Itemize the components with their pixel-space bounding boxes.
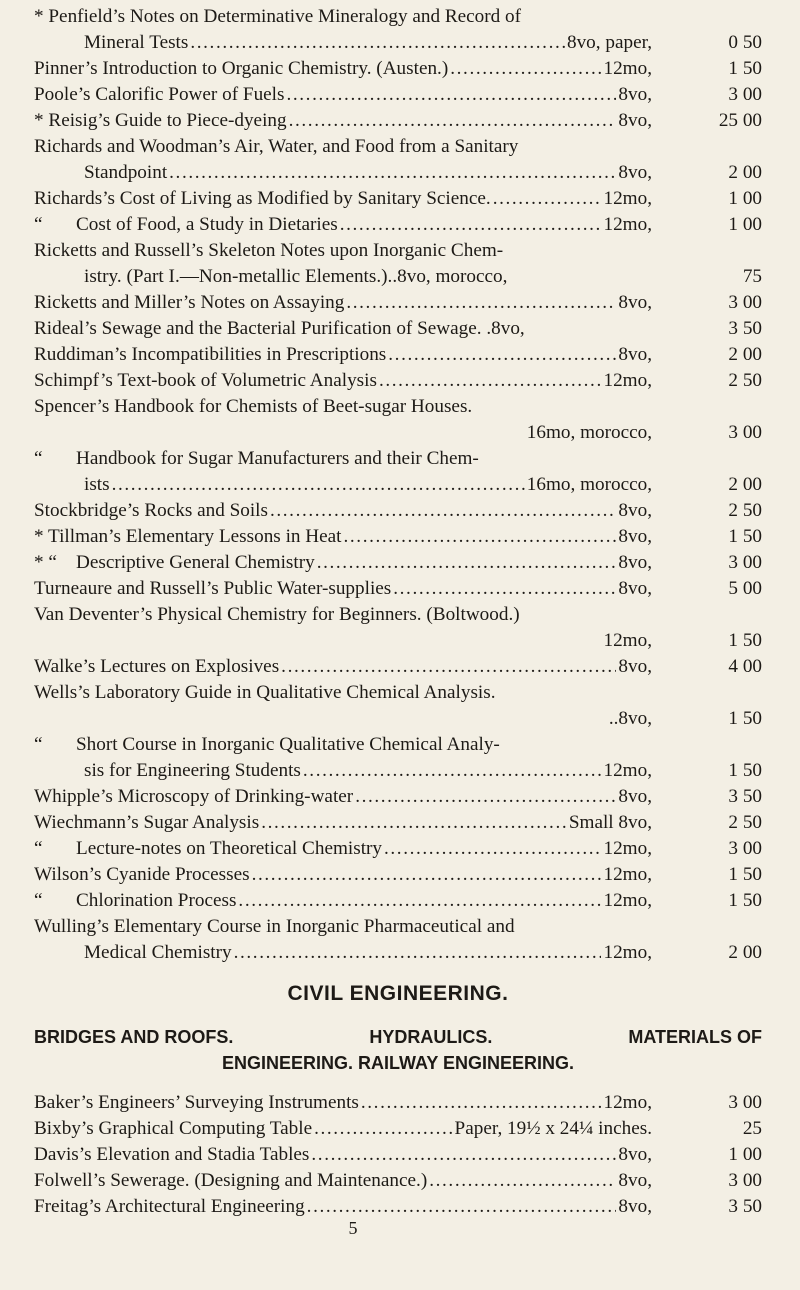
entry-title-text: Schimpf’s Text-book of Volumetric Analysis xyxy=(34,370,377,391)
entry-title-text: Van Deventer’s Physical Chemistry for Beginners. (Boltwood.) xyxy=(34,604,520,625)
entry-price: 4 00 xyxy=(728,656,762,677)
page-number: 5 xyxy=(348,1218,358,1238)
entry-format: 12mo, xyxy=(603,188,652,209)
catalog-entry xyxy=(34,654,762,680)
entry-format: 8vo, xyxy=(618,1144,652,1165)
entry-format: 8vo, xyxy=(618,1170,652,1191)
entry-line xyxy=(34,30,762,56)
entry-format: 12mo, xyxy=(603,838,652,859)
entry-title xyxy=(84,940,232,966)
entry-line xyxy=(34,472,762,498)
entry-price: 1 00 xyxy=(728,214,762,235)
entry-format: 12mo, xyxy=(603,942,652,963)
entry-line xyxy=(34,706,762,732)
entry-price: 1 50 xyxy=(728,526,762,547)
catalog-entry xyxy=(34,680,762,732)
entry-title-text: Poole’s Calorific Power of Fuels xyxy=(34,84,285,105)
catalog-entry xyxy=(34,108,762,134)
dot-leader xyxy=(112,472,525,498)
entry-title xyxy=(34,56,448,82)
entry-format: 8vo, paper, xyxy=(566,32,652,53)
section-title: CIVIL ENGINEERING. xyxy=(287,982,509,1005)
entry-line xyxy=(34,212,762,238)
entry-title xyxy=(34,654,279,680)
entry-line xyxy=(34,524,762,550)
entry-price: 1 50 xyxy=(728,864,762,885)
entry-line xyxy=(34,940,762,966)
entry-format: 8vo, xyxy=(618,578,652,599)
catalog-entry xyxy=(34,56,762,82)
entry-title xyxy=(34,1142,309,1168)
entry-line xyxy=(34,914,762,940)
entry-format: 12mo, xyxy=(603,630,652,651)
dot-leader xyxy=(429,1168,616,1194)
catalog-entry xyxy=(34,836,762,862)
entry-line xyxy=(34,108,762,134)
entry-title xyxy=(34,290,344,316)
dot-leader xyxy=(270,498,616,524)
entry-title xyxy=(34,862,250,888)
entry-line xyxy=(34,732,762,758)
dot-leader xyxy=(303,758,602,784)
entry-title-text: Folwell’s Sewerage. (Designing and Maintenance.) xyxy=(34,1170,428,1191)
entry-line xyxy=(34,862,762,888)
catalog-entry xyxy=(34,732,762,784)
catalog-entry xyxy=(34,888,762,914)
entry-title xyxy=(34,498,268,524)
book-list-civil-engineering xyxy=(34,1090,762,1220)
entry-title-text: ists xyxy=(84,474,110,495)
entry-title xyxy=(34,810,259,836)
entry-title xyxy=(34,1194,305,1220)
entry-title xyxy=(34,1168,427,1194)
entry-line xyxy=(34,628,762,654)
catalog-entry xyxy=(34,862,762,888)
catalog-entry xyxy=(34,4,762,56)
entry-title-text: Lecture-notes on Theoretical Chemistry xyxy=(76,838,383,859)
entry-title-text: Descriptive General Chemistry xyxy=(76,552,315,573)
catalog-entry xyxy=(34,1142,762,1168)
catalog-entry xyxy=(34,342,762,368)
entry-title xyxy=(34,342,386,368)
catalog-entry xyxy=(34,212,762,238)
entry-title-text: * Tillman’s Elementary Lessons in Heat xyxy=(34,526,342,547)
entry-price: 3 50 xyxy=(728,1196,762,1217)
entry-price: 2 50 xyxy=(728,370,762,391)
entry-title-text: * Reisig’s Guide to Piece-dyeing xyxy=(34,110,287,131)
entry-price: 1 50 xyxy=(728,760,762,781)
entry-line xyxy=(34,82,762,108)
entry-line xyxy=(34,836,762,862)
entry-title-text: Pinner’s Introduction to Organic Chemistry. (Austen.) xyxy=(34,58,449,79)
catalog-entry xyxy=(34,576,762,602)
entry-format: 8vo, xyxy=(618,1196,652,1217)
entry-line xyxy=(34,134,762,160)
catalog-entry xyxy=(34,238,762,290)
entry-line xyxy=(34,1142,762,1168)
dot-leader xyxy=(355,784,616,810)
entry-line xyxy=(34,810,762,836)
entry-title-text: Wiechmann’s Sugar Analysis xyxy=(34,812,260,833)
entry-price: 2 50 xyxy=(728,812,762,833)
entry-line xyxy=(34,576,762,602)
entry-price: 3 00 xyxy=(728,838,762,859)
entry-line xyxy=(34,420,762,446)
dot-leader xyxy=(344,524,617,550)
entry-title-text: Handbook for Sugar Manufacturers and their Chem- xyxy=(76,448,479,469)
entry-format: 12mo, xyxy=(603,760,652,781)
entry-title-text: Wilson’s Cyanide Processes xyxy=(34,864,250,885)
catalog-entry xyxy=(34,498,762,524)
catalog-entry xyxy=(34,82,762,108)
entry-line xyxy=(34,758,762,784)
entry-format: 8vo, xyxy=(618,84,652,105)
entry-title xyxy=(34,368,377,394)
entry-title-text: Wells’s Laboratory Guide in Qualitative Chemical Analysis. xyxy=(34,682,496,703)
catalog-entry xyxy=(34,1168,762,1194)
entry-format: 12mo, xyxy=(603,1092,652,1113)
entry-format: 8vo, xyxy=(618,110,652,131)
entry-line xyxy=(34,680,762,706)
entry-title-text: Richards and Woodman’s Air, Water, and Food from a Sanitary xyxy=(34,136,519,157)
entry-title-text: Ricketts and Miller’s Notes on Assaying xyxy=(34,292,345,313)
entry-price: 2 00 xyxy=(728,942,762,963)
section-subtitle-line2: ENGINEERING. RAILWAY ENGINEERING. xyxy=(221,1053,575,1073)
dot-leader xyxy=(340,212,602,238)
entry-title-text: Freitag’s Architectural Engineering xyxy=(34,1196,305,1217)
dot-leader xyxy=(388,342,616,368)
entry-title-text: Standpoint xyxy=(84,162,168,183)
dot-leader xyxy=(393,576,616,602)
entry-title-text: Bixby’s Graphical Computing Table xyxy=(34,1118,313,1139)
entry-price: 5 00 xyxy=(728,578,762,599)
entry-title xyxy=(84,758,301,784)
entry-line xyxy=(34,238,762,264)
dot-leader xyxy=(384,836,601,862)
entry-title xyxy=(34,1116,312,1142)
dot-leader xyxy=(289,108,617,134)
entry-title xyxy=(84,30,188,56)
entry-line xyxy=(34,1116,762,1142)
entry-title-text: Wulling’s Elementary Course in Inorganic Pharmaceutical and xyxy=(34,916,515,937)
entry-line xyxy=(34,1090,762,1116)
dot-leader xyxy=(450,56,601,82)
entry-format: 12mo, xyxy=(603,370,652,391)
entry-format: 8vo, xyxy=(618,162,652,183)
ditto-mark: “ xyxy=(34,448,43,469)
entry-line xyxy=(34,316,762,342)
entry-title-text: Ricketts and Russell’s Skeleton Notes upon Inorganic Chem- xyxy=(34,240,504,261)
entry-price: 1 50 xyxy=(728,708,762,729)
entry-price: 2 00 xyxy=(728,474,762,495)
catalog-entry xyxy=(34,914,762,966)
dot-leader xyxy=(311,1142,616,1168)
entry-line xyxy=(34,56,762,82)
entry-line xyxy=(34,342,762,368)
dot-leader xyxy=(493,186,602,212)
entry-line xyxy=(34,290,762,316)
entry-line xyxy=(34,160,762,186)
catalog-entry xyxy=(34,394,762,446)
entry-price: 3 50 xyxy=(728,318,762,339)
entry-title-text: Walke’s Lectures on Explosives xyxy=(34,656,280,677)
entry-title xyxy=(34,82,284,108)
catalog-entry xyxy=(34,810,762,836)
entry-price: 0 50 xyxy=(728,32,762,53)
entry-price: 3 00 xyxy=(728,1170,762,1191)
entry-line xyxy=(34,1194,762,1220)
catalog-entry xyxy=(34,186,762,212)
ditto-mark: “ xyxy=(34,734,43,755)
entry-price: 1 00 xyxy=(728,188,762,209)
entry-title xyxy=(34,550,315,576)
entry-price: 2 00 xyxy=(728,162,762,183)
entry-title-text: Short Course in Inorganic Qualitative Chemical Analy- xyxy=(76,734,500,755)
entry-price: 3 50 xyxy=(728,786,762,807)
entry-line xyxy=(34,368,762,394)
dot-leader xyxy=(286,82,616,108)
dot-leader xyxy=(361,1090,602,1116)
entry-price: 25 xyxy=(742,1118,762,1139)
catalog-entry xyxy=(34,784,762,810)
entry-price: 2 50 xyxy=(728,500,762,521)
entry-format: 8vo, xyxy=(618,786,652,807)
dot-leader xyxy=(238,888,601,914)
entry-title xyxy=(84,472,110,498)
entry-title-text: Richards’s Cost of Living as Modified by Sanitary Science. xyxy=(34,188,491,209)
dot-leader xyxy=(234,940,602,966)
entry-price: 75 xyxy=(742,266,762,287)
entry-title-text: Whipple’s Microscopy of Drinking-water xyxy=(34,786,354,807)
section-subtitle-part: BRIDGES AND ROOFS. xyxy=(34,1027,234,1047)
entry-title xyxy=(34,108,287,134)
entry-line xyxy=(34,186,762,212)
dot-leader xyxy=(252,862,602,888)
entry-format: 12mo, xyxy=(603,864,652,885)
entry-format: 16mo, morocco, xyxy=(526,474,652,495)
entry-title-text: Davis’s Elevation and Stadia Tables xyxy=(34,1144,310,1165)
entry-line xyxy=(34,888,762,914)
entry-price: 3 00 xyxy=(728,422,762,443)
entry-title xyxy=(84,160,167,186)
entry-title xyxy=(34,576,391,602)
entry-title: Rideal’s Sewage and the Bacterial Purification of Sewage. .8vo, xyxy=(34,318,525,339)
entry-title xyxy=(34,784,353,810)
catalog-entry xyxy=(34,368,762,394)
entry-title-text: Spencer’s Handbook for Chemists of Beet-sugar Houses. xyxy=(34,396,473,417)
entry-format: Small 8vo, xyxy=(568,812,652,833)
section-subtitle xyxy=(34,1024,762,1076)
entry-title-text: Stockbridge’s Rocks and Soils xyxy=(34,500,268,521)
ditto-mark: “ xyxy=(34,890,43,911)
entry-price: 3 00 xyxy=(728,1092,762,1113)
entry-line xyxy=(34,446,762,472)
catalog-entry xyxy=(34,1090,762,1116)
entry-price: 1 50 xyxy=(728,58,762,79)
entry-format: Paper, 19½ x 24¼ inches. xyxy=(454,1118,652,1139)
entry-title-text: Mineral Tests xyxy=(84,32,189,53)
catalog-entry xyxy=(34,1194,762,1220)
entry-line xyxy=(34,498,762,524)
dot-leader xyxy=(346,290,616,316)
book-list-chemistry xyxy=(34,4,762,966)
entry-format: ..8vo, xyxy=(608,708,652,729)
entry-format: 16mo, morocco, xyxy=(526,422,652,443)
entry-price: 1 50 xyxy=(728,890,762,911)
entry-title-text: sis for Engineering Students xyxy=(84,760,301,781)
entry-format: 12mo, xyxy=(603,890,652,911)
entry-format: 8vo, xyxy=(618,526,652,547)
catalog-entry xyxy=(34,1116,762,1142)
entry-line xyxy=(34,264,762,290)
entry-format: 12mo, xyxy=(603,214,652,235)
entry-title xyxy=(34,524,342,550)
entry-line xyxy=(34,394,762,420)
entry-title: istry. (Part I.—Non-metallic Elements.)..8vo, morocco, xyxy=(84,266,508,287)
section-subtitle-part: MATERIALS OF xyxy=(628,1027,762,1047)
entry-format: 8vo, xyxy=(618,656,652,677)
entry-title-text: Baker’s Engineers’ Surveying Instruments xyxy=(34,1092,359,1113)
entry-price: 3 00 xyxy=(728,292,762,313)
catalog-entry xyxy=(34,602,762,654)
ditto-mark: “ xyxy=(34,838,43,859)
entry-price: 25 00 xyxy=(718,110,762,131)
catalog-entry xyxy=(34,316,762,342)
entry-format: 8vo, xyxy=(618,292,652,313)
entry-title-text: Medical Chemistry xyxy=(84,942,232,963)
entry-title-text: Chlorination Process xyxy=(76,890,237,911)
dot-leader xyxy=(190,30,565,56)
dot-leader xyxy=(314,1116,452,1142)
entry-format: 8vo, xyxy=(618,500,652,521)
entry-title xyxy=(34,888,236,914)
ditto-mark: * “ xyxy=(34,552,57,573)
catalog-entry xyxy=(34,134,762,186)
entry-title xyxy=(34,836,382,862)
entry-title xyxy=(34,212,338,238)
entry-price: 3 00 xyxy=(728,84,762,105)
entry-title xyxy=(34,1090,359,1116)
entry-price: 3 00 xyxy=(728,552,762,573)
dot-leader xyxy=(307,1194,617,1220)
entry-price: 1 00 xyxy=(728,1144,762,1165)
entry-format: 12mo, xyxy=(603,58,652,79)
catalog-entry xyxy=(34,290,762,316)
entry-title-text: Turneaure and Russell’s Public Water-supplies xyxy=(34,578,392,599)
dot-leader xyxy=(281,654,616,680)
dot-leader xyxy=(261,810,567,836)
entry-title-text: Cost of Food, a Study in Dietaries xyxy=(76,214,338,235)
dot-leader xyxy=(169,160,616,186)
entry-line xyxy=(34,550,762,576)
ditto-mark: “ xyxy=(34,214,43,235)
catalog-entry xyxy=(34,550,762,576)
entry-format: 8vo, xyxy=(618,344,652,365)
entry-title-text: * Penfield’s Notes on Determinative Mineralogy and Record of xyxy=(34,6,522,27)
entry-price: 2 00 xyxy=(728,344,762,365)
catalog-entry xyxy=(34,446,762,498)
entry-line xyxy=(34,602,762,628)
dot-leader xyxy=(379,368,602,394)
catalog-entry xyxy=(34,524,762,550)
entry-title-text: Ruddiman’s Incompatibilities in Prescriptions xyxy=(34,344,387,365)
entry-price: 1 50 xyxy=(728,630,762,651)
entry-title xyxy=(34,186,491,212)
entry-line xyxy=(34,654,762,680)
entry-format: 8vo, xyxy=(618,552,652,573)
entry-line xyxy=(34,4,762,30)
entry-line xyxy=(34,784,762,810)
section-subtitle-part: HYDRAULICS. xyxy=(369,1027,493,1047)
dot-leader xyxy=(317,550,617,576)
entry-line xyxy=(34,1168,762,1194)
